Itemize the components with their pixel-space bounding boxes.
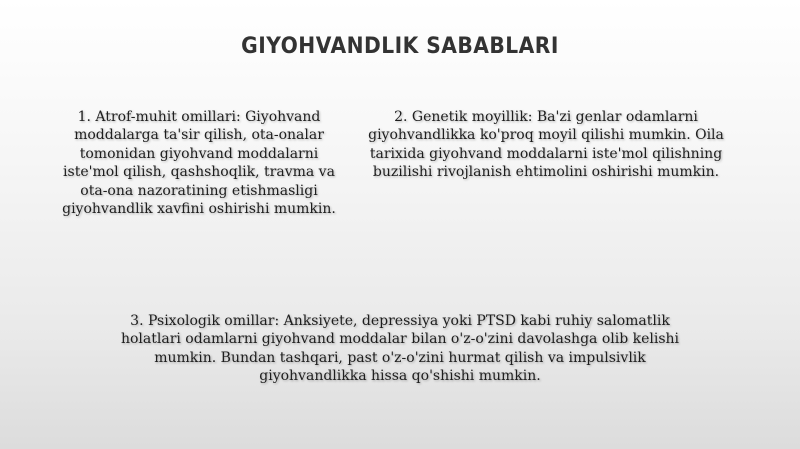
slide-title: GIYOHVANDLIK SABABLARI <box>241 34 559 59</box>
paragraph-genetic-predisposition: 2. Genetik moyillik: Ba'zi genlar odamlarni giyohvandlikka ko'proq moyil qilishi mumkin. Oila tarixida giyohvand moddalarni iste'mol qilishning buzilishi rivojlanish ehtimolini oshirishi mumkin. <box>368 109 724 181</box>
paragraph-environmental-factors: 1. Atrof-muhit omillari: Giyohvand moddalarga ta'sir qilish, ota-onalar tomonidan giyohvand moddalarni iste'mol qilish, qashshoqlik, travma va ota-ona nazoratining etishmasligi giyohvandlik xavfini oshirishi mumkin. <box>62 109 336 218</box>
paragraph-psychological-factors: 3. Psixologik omillar: Anksiyete, depressiya yoki PTSD kabi ruhiy salomatlik holatlari odamlarni giyohvand moddalar bilan o'z-o'zini davolashga olib kelishi mumkin. Bundan tashqari, past o'z-o'zini hurmat qilish va impulsivlik giyohvandlikka hissa qo'shishi mumkin. <box>120 313 680 385</box>
